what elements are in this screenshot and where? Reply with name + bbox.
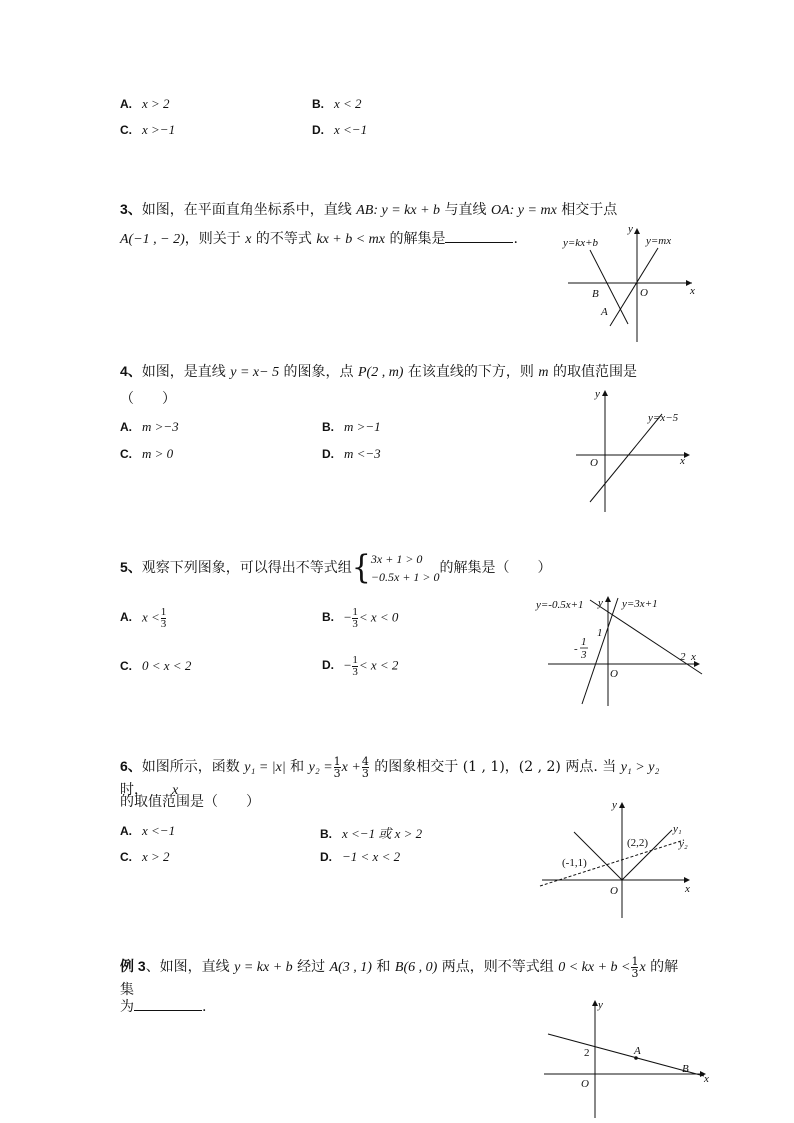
q6-option-c: C. x > 2 xyxy=(120,849,170,864)
q5-graph xyxy=(534,592,708,708)
svg-text:(-1,1): (-1,1) xyxy=(562,857,587,869)
q5-option-a: A. x < $\frac{1}{3}$ xyxy=(120,606,167,630)
svg-text:x: x xyxy=(704,1073,709,1085)
ex3-graph xyxy=(540,996,714,1120)
ex3-stem-line1: 例 3、如图，直线 y = kx + b 经过 A(3 , 1) 和 B(6 , 0) 两点，则不等式组 0 < kx + b < $\frac{1}{3}$ x 的解集 xyxy=(120,954,679,998)
q2-option-c: C. x >−1 xyxy=(120,122,176,137)
svg-text:(2,2): (2,2) xyxy=(627,837,649,849)
svg-text:2: 2 xyxy=(584,1047,590,1059)
svg-text:1: 1 xyxy=(597,627,603,639)
svg-text:x: x xyxy=(680,455,685,467)
q5-option-d: D. − $\frac{1}{3}$ < x < 2 xyxy=(322,654,399,678)
svg-text:y=mx: y=mx xyxy=(646,235,672,247)
svg-text:x: x xyxy=(691,651,696,663)
svg-text:y: y xyxy=(628,223,633,235)
svg-text:y: y xyxy=(598,999,603,1011)
svg-text:O: O xyxy=(610,885,618,897)
ex3-stem-line2: 为 . xyxy=(120,996,206,1018)
q6-stem-line2: 的取值范围是（ ） xyxy=(120,794,260,810)
svg-text:y: y xyxy=(598,597,603,609)
q5-option-b: B. − $\frac{1}{3}$ < x < 0 xyxy=(322,606,399,630)
svg-text:A: A xyxy=(634,1045,641,1057)
svg-text:y=3x+1: y=3x+1 xyxy=(622,598,658,610)
svg-text:O: O xyxy=(590,457,598,469)
q6-option-d: D. −1 < x < 2 xyxy=(320,849,401,864)
q4-option-b: B. m >−1 xyxy=(322,419,381,434)
svg-text:2: 2 xyxy=(680,651,686,663)
svg-text:y₁: y₁ xyxy=(673,823,682,835)
q5-option-c: C. 0 < x < 2 xyxy=(120,658,192,673)
svg-text:y=x−5: y=x−5 xyxy=(648,412,679,424)
q6-option-b: B. x <−1 或 x > 2 xyxy=(320,826,423,841)
svg-text:3: 3 xyxy=(581,649,587,661)
system-brace: { xyxy=(351,548,371,587)
answer-blank[interactable] xyxy=(445,228,513,243)
q4-paren: （ ） xyxy=(120,391,176,407)
q6-stem-line1: 6、如图所示，函数 y₁ = |x| 和 y₂ = $\frac{1}{3}$ x + $\frac{4}{3}$ 的图象相交于 (1 , 1)，(2 , 2) 两点. 当 y₁ > y₂ 时， x xyxy=(120,754,660,798)
q3-graph xyxy=(560,222,710,344)
q4-option-a: A. m >−3 xyxy=(120,419,179,434)
q3-stem-line1: 3、如图，在平面直角坐标系中，直线 AB: y = kx + b 与直线 OA: y = mx 相交于点 xyxy=(120,201,618,218)
q2-option-b: B. x < 2 xyxy=(312,96,362,111)
q2-option-a: A. x > 2 xyxy=(120,96,170,111)
svg-text:1: 1 xyxy=(581,636,587,648)
svg-text:y: y xyxy=(612,799,617,811)
svg-text:O: O xyxy=(581,1078,589,1090)
q2-option-d: D. x <−1 xyxy=(312,122,368,137)
svg-text:x: x xyxy=(685,883,690,895)
q6-graph xyxy=(534,796,704,920)
svg-text:y=kx+b: y=kx+b xyxy=(563,237,598,249)
svg-text:O: O xyxy=(610,668,618,680)
answer-blank[interactable] xyxy=(134,996,202,1011)
svg-text:B: B xyxy=(682,1063,689,1075)
svg-text:-: - xyxy=(574,643,578,655)
svg-text:y: y xyxy=(595,388,600,400)
q3-stem-line2: A(−1 , − 2)，则关于 x 的不等式 kx + b < mx 的解集是 . xyxy=(120,228,540,251)
svg-text:A: A xyxy=(601,306,608,318)
q5-stem: 5、观察下列图象，可以得出不等式组{ 3x + 1 > 0 −0.5x + 1 > 0 的解集是（ ） xyxy=(120,548,552,587)
q4-option-c: C. m > 0 xyxy=(120,446,174,461)
q4-option-d: D. m <−3 xyxy=(322,446,381,461)
q6-option-a: A. x <−1 xyxy=(120,823,176,838)
svg-text:B: B xyxy=(592,288,599,300)
inequality-system: 3x + 1 > 0 −0.5x + 1 > 0 xyxy=(370,552,440,584)
q4-stem: 4、如图，是直线 y = x− 5 的图象，点 P(2 , m) 在该直线的下方，则 m 的取值范围是 xyxy=(120,363,637,380)
svg-text:x: x xyxy=(690,285,695,297)
svg-text:y=-0.5x+1: y=-0.5x+1 xyxy=(536,599,584,611)
q4-graph xyxy=(572,384,702,514)
svg-text:O: O xyxy=(640,287,648,299)
svg-text:y₂: y₂ xyxy=(679,838,688,850)
